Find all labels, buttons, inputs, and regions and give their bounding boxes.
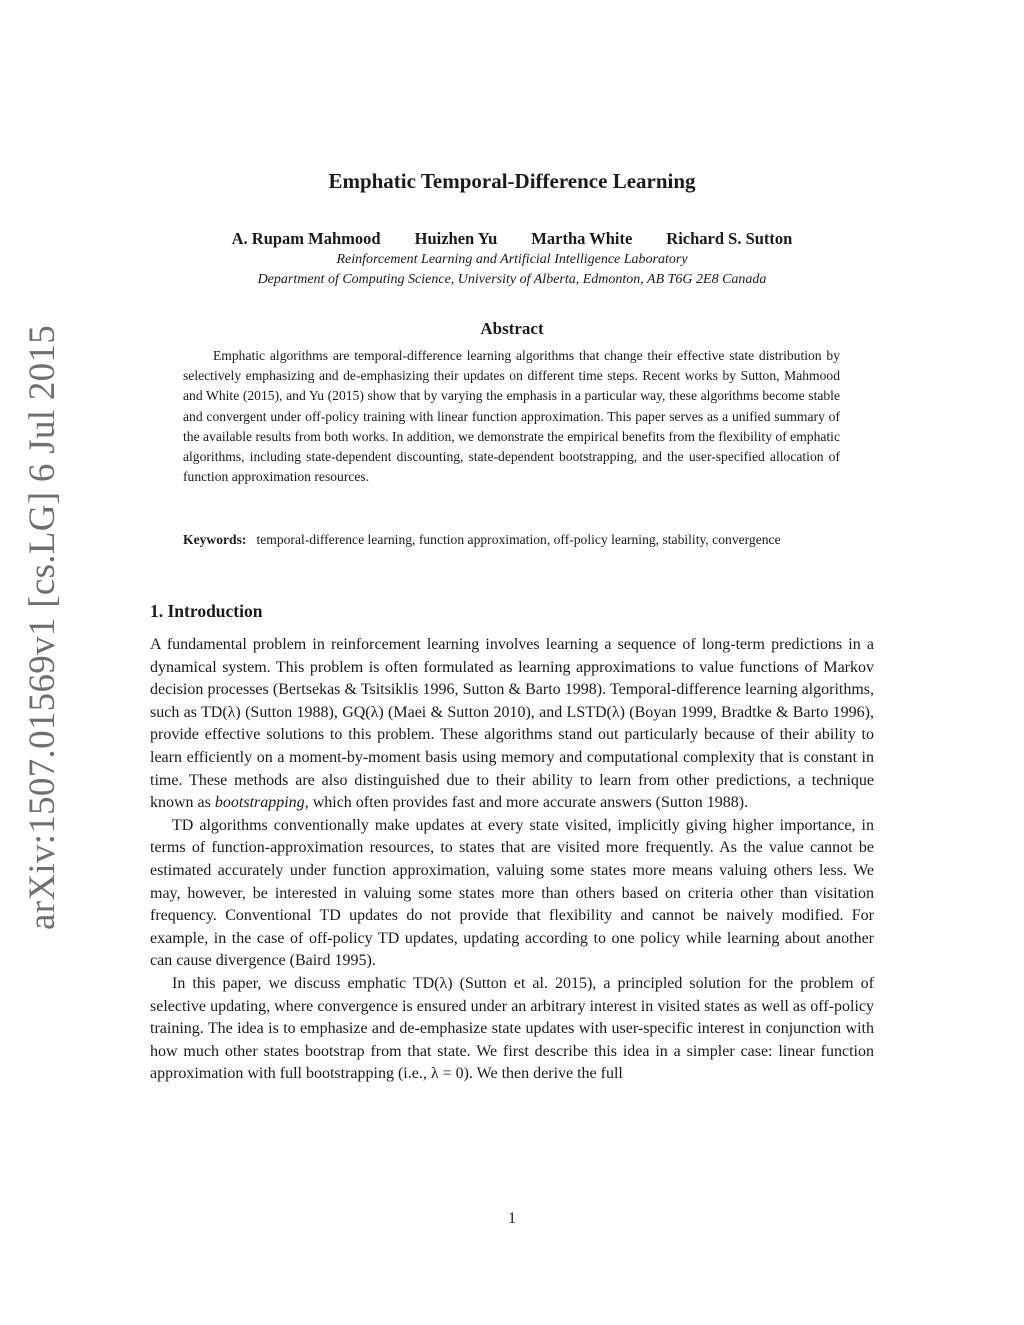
author-name: Huizhen Yu xyxy=(414,229,498,248)
paragraph-text: , which often provides fast and more accurate answers (Sutton 1988). xyxy=(304,794,749,812)
author-list xyxy=(150,228,874,250)
paragraph: TD algorithms conventionally make updates at every state visited, implicitly giving higher importance, in terms of function-approximation resources, to states that are visited more frequently. As the value cannot be estimated accurately under function approximation, valuing some states more means valuing others less. We may, however, be interested in valuing some states more than others based on criteria other than visitation frequency. Conventional TD updates do not provide that flexibility and cannot be naively modified. For example, in the case of off-policy TD updates, updating according to one policy while learning about another can cause divergence (Baird 1995). xyxy=(150,816,874,970)
keywords xyxy=(183,530,840,550)
paper-title: Emphatic Temporal-Difference Learning xyxy=(328,169,696,193)
affiliation-department: Department of Computing Science, University of Alberta, Edmonton, AB T6G 2E8 Canada xyxy=(257,272,767,287)
affiliation-lab: Reinforcement Learning and Artificial Intelligence Laboratory xyxy=(336,252,688,267)
introduction-body xyxy=(150,634,874,1086)
paragraph xyxy=(150,634,874,815)
section-heading-introduction: 1. Introduction xyxy=(150,601,263,621)
arxiv-identifier-stamp: arXiv:1507.01569v1 [cs.LG] 6 Jul 2015 xyxy=(22,324,63,930)
page-number: 1 xyxy=(508,1210,516,1227)
author-name: Richard S. Sutton xyxy=(666,229,793,248)
keywords-list: temporal-difference learning, function approximation, off-policy learning, stability, convergence xyxy=(256,532,781,547)
author-name: Martha White xyxy=(531,229,633,248)
author-name: A. Rupam Mahmood xyxy=(231,229,381,248)
abstract-heading: Abstract xyxy=(480,319,544,338)
keywords-label: Keywords: xyxy=(183,532,247,547)
paragraph: In this paper, we discuss emphatic TD(λ) (Sutton et al. 2015), a principled solution for the problem of selective updating, where convergence is ensured under an arbitrary interest in visited states as well as off-policy training. The idea is to emphasize and de-emphasize state updates with user-specific interest in conjunction with how much other states bootstrap from that state. We first describe this idea in a simpler case: linear function approximation with full bootstrapping (i.e., λ = 0). We then derive the full xyxy=(150,974,874,1083)
emphasized-term: bootstrapping xyxy=(214,794,305,812)
paragraph-text: A fundamental problem in reinforcement learning involves learning a sequence of long-term predictions in a dynamical system. This problem is often formulated as learning approximations to value functions of Markov decision processes (Bertsekas & Tsitsiklis 1996, Sutton & Barto 1998). Temporal-difference learning algorithms, such as TD(λ) (Sutton 1988), GQ(λ) (Maei & Sutton 2010), and LSTD(λ) (Boyan 1999, Bradtke & Barto 1996), provide effective solutions to this problem. These algorithms stand out particularly because of their ability to learn efficiently on a moment-by-moment basis using memory and computational complexity that is constant in time. These methods are also distinguished due to their ability to learn from other predictions, a technique known as xyxy=(150,636,874,812)
abstract-text: Emphatic algorithms are temporal-difference learning algorithms that change their effective state distribution by selectively emphasizing and de-emphasizing their updates on different time steps. Recent works by Sutton, Mahmood and White (2015), and Yu (2015) show that by varying the emphasis in a particular way, these algorithms become stable and convergent under off-policy training with linear function approximation. This paper serves as a unified summary of the available results from both works. In addition, we demonstrate the empirical benefits from the flexibility of emphatic algorithms, including state-dependent discounting, state-dependent bootstrapping, and the user-specified allocation of function approximation resources. xyxy=(183,348,840,485)
